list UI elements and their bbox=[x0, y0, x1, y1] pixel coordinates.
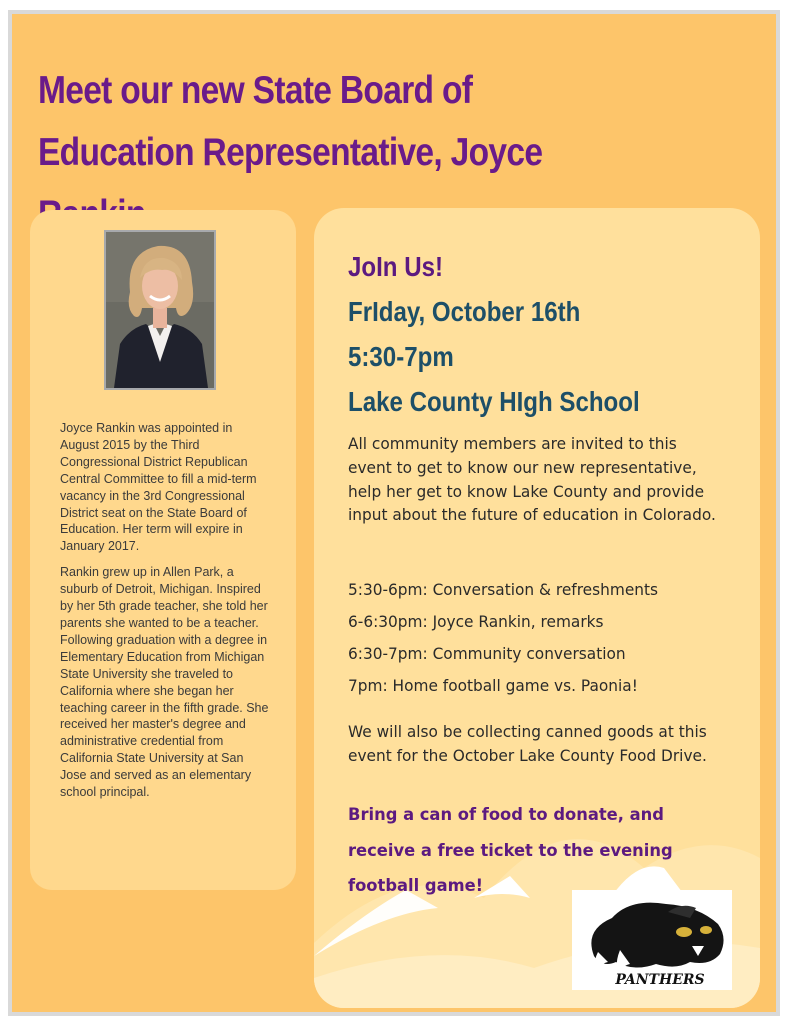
bio-panel bbox=[30, 210, 296, 890]
title-line-2: Education Representative, Joyce bbox=[38, 131, 543, 174]
panther-icon bbox=[591, 903, 723, 976]
event-headings bbox=[348, 244, 640, 424]
panthers-logo bbox=[572, 890, 732, 990]
event-location: Lake County HIgh School bbox=[348, 386, 640, 417]
event-schedule bbox=[348, 574, 732, 702]
event-date: FrIday, October 16th bbox=[348, 296, 581, 327]
join-heading: JoIn Us! bbox=[348, 251, 444, 282]
bio-paragraph: Joyce Rankin was appointed in August 2015 by the Third Congressional District Republican Central Committee to fill a mid-term vacancy in the 3rd Congressional District seat on the State Board of Education. Her term will expire in January 2017. bbox=[60, 421, 257, 554]
logo-text: PANTHERS bbox=[615, 972, 705, 988]
bio-paragraph: Rankin grew up in Allen Park, a suburb of Detroit, Michigan. Inspired by her 5th grade teacher, she told her parents she wanted to be a teacher. Following graduation with a degree in Elementary Education from Michigan State University she traveled to California where she began her teaching career in the fifth grade. She received her master's degree and administrative credential from California State University at San Jose and served as an elementary school principal. bbox=[60, 565, 269, 800]
flyer-page bbox=[12, 14, 776, 1012]
event-description: All community members are invited to this event to get to know our new representative, help her get to know Lake County and provide input about the future of education in Colorado. bbox=[348, 434, 716, 525]
portrait-photo bbox=[104, 230, 216, 390]
title-line-1: Meet our new State Board of bbox=[38, 69, 473, 112]
schedule-item: 7pm: Home football game vs. Paonia! bbox=[348, 676, 638, 695]
event-time: 5:30-7pm bbox=[348, 341, 454, 372]
schedule-item: 5:30-6pm: Conversation & refreshments bbox=[348, 580, 659, 599]
schedule-item: 6:30-7pm: Community conversation bbox=[348, 644, 626, 663]
bio-text bbox=[60, 420, 270, 810]
event-panel bbox=[314, 208, 760, 1008]
bring-food-callout: Bring a can of food to donate, and receive a free ticket to the evening football game! bbox=[348, 805, 673, 896]
canned-goods-text: We will also be collecting canned goods at this event for the October Lake County Food Drive. bbox=[348, 722, 707, 765]
schedule-item: 6-6:30pm: Joyce Rankin, remarks bbox=[348, 612, 604, 631]
